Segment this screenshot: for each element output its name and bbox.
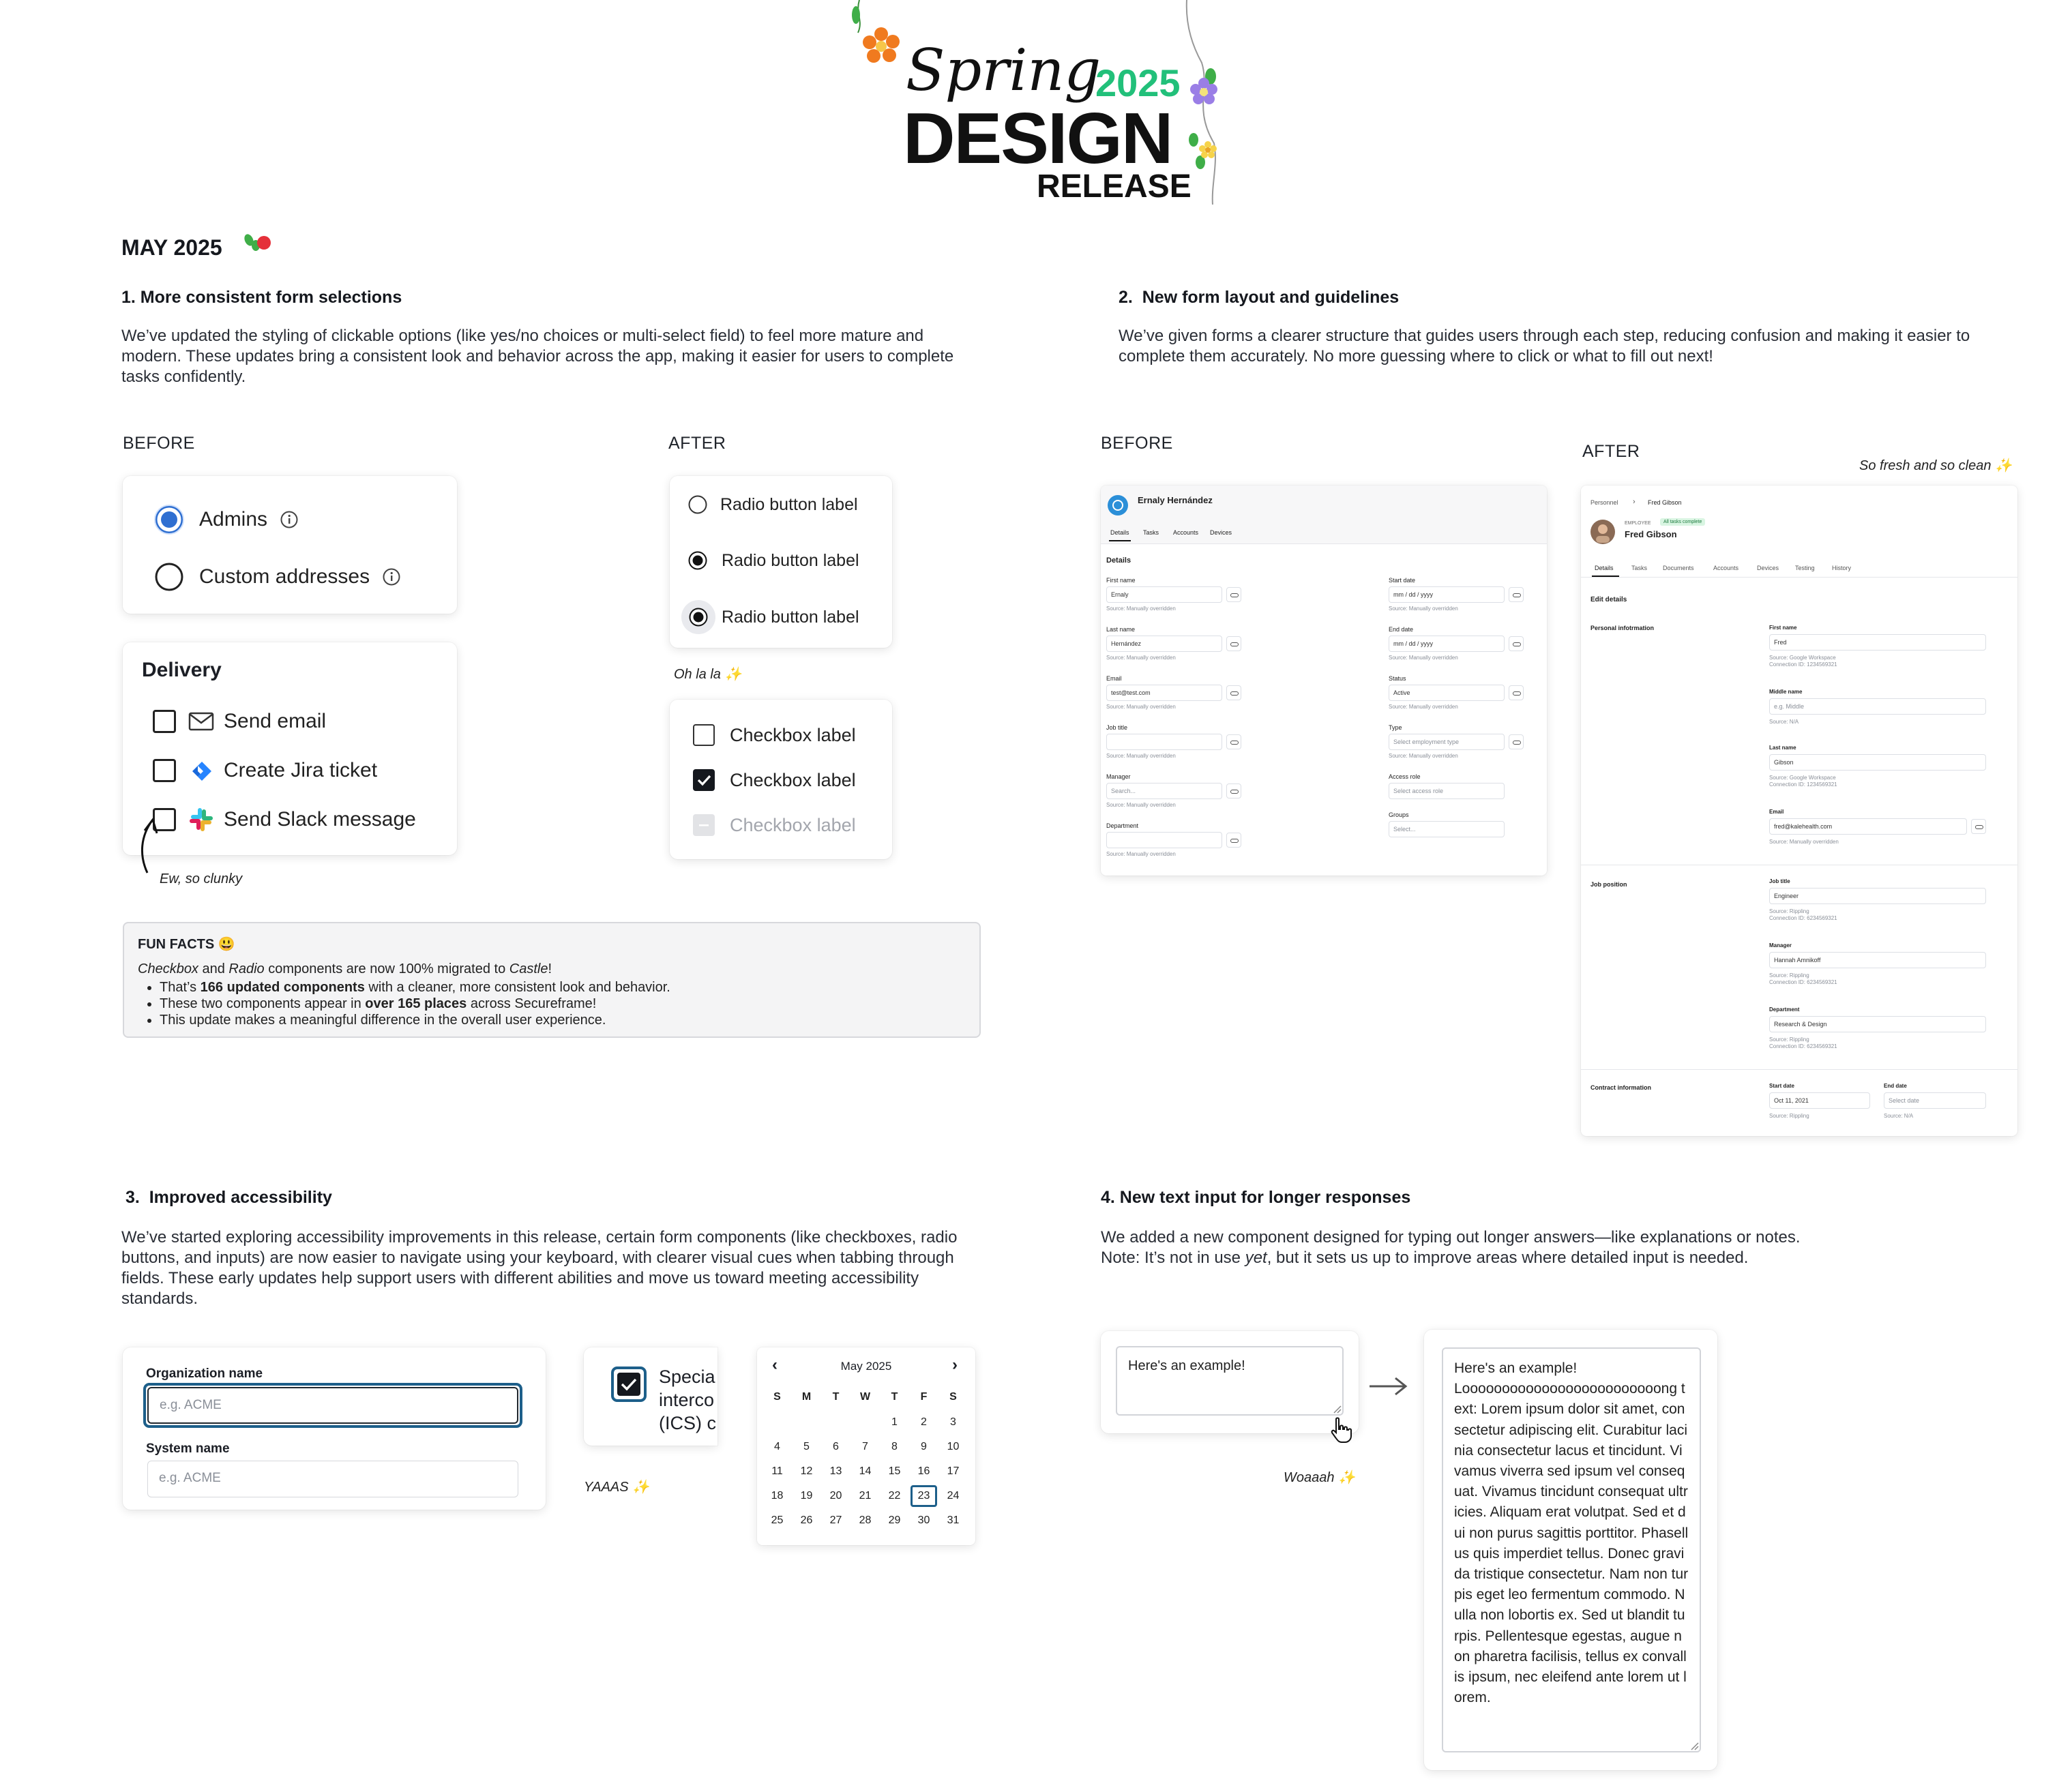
checkbox-disabled-icon (693, 814, 715, 836)
text-inputs-card (123, 1347, 546, 1510)
calendar-day[interactable]: 30 (917, 1514, 930, 1526)
old-form-tab[interactable]: Tasks (1143, 529, 1159, 536)
section-1-body: We’ve updated the styling of clickable options (like yes/no choices or multi-select field) to feel more mature and modern. These updates bring a consistent look and behavior across the app, making it easier for users to complete tasks confidently. (121, 327, 954, 386)
status-badge: All tasks complete (1660, 518, 1705, 526)
field-label: Middle name (1769, 689, 1803, 695)
purple-flower-icon (1188, 76, 1219, 108)
calendar-empty-cell (763, 1410, 792, 1435)
calendar-day[interactable]: 24 (947, 1490, 960, 1502)
last-name-input[interactable]: Hernández (1106, 636, 1222, 652)
checkbox-unchecked-icon (693, 724, 715, 746)
field-connection: Connection ID: 6234569321 (1769, 915, 1837, 921)
month-heading: MAY 2025 (121, 235, 222, 260)
berries-icon (242, 232, 275, 255)
field-label: Email (1769, 809, 1784, 815)
calendar-day[interactable]: 7 (862, 1441, 868, 1452)
new-radio-card (670, 476, 892, 648)
new-radio-option[interactable] (687, 548, 859, 573)
fun-facts-text: Checkbox (138, 961, 198, 976)
calendar-day[interactable]: 10 (947, 1441, 960, 1452)
fun-facts-list (160, 979, 670, 1028)
field-connection: Connection ID: 1234569321 (1769, 661, 1837, 668)
radio-selected-icon (687, 550, 708, 571)
link-icon[interactable] (1226, 783, 1241, 798)
calendar-day[interactable]: 22 (888, 1490, 901, 1502)
fun-facts-text: and (198, 961, 229, 976)
system-name-input[interactable]: e.g. ACME (147, 1461, 518, 1497)
first-name-input[interactable]: Ernaly (1106, 586, 1222, 603)
fun-facts-title: FUN FACTS 😃 (138, 937, 235, 952)
system-name-label: System name (146, 1442, 230, 1456)
field-source: Source: Manually overridden (1389, 606, 1458, 612)
checkbox-label-line: Specia (659, 1367, 715, 1387)
section-2-body: We’ve given forms a clearer structure that guides users through each step, reducing confusion and making it easier to complete them accurately. No more guessing where to click or what to fill out next! (1119, 327, 1970, 365)
field-source: Source: Manually overridden (1106, 753, 1176, 759)
ohlala-note: Oh la la ✨ (674, 667, 742, 682)
calendar-grid (763, 1384, 968, 1533)
section-2-title: 2. New form layout and guidelines (1119, 288, 1400, 307)
edit-details-title: Edit details (1590, 596, 1627, 603)
tab-bar (1581, 577, 2017, 578)
calendar-day[interactable]: 4 (774, 1441, 780, 1452)
large-textarea-card (1424, 1330, 1717, 1770)
link-icon[interactable] (1509, 685, 1524, 700)
old-checkbox-label: Send Slack message (224, 808, 416, 831)
new-checkbox-label: Checkbox label (730, 814, 856, 835)
logo-year-text: 2025 (1095, 61, 1181, 104)
old-radio-custom[interactable] (154, 562, 401, 592)
type-select[interactable]: Select employment type (1389, 734, 1505, 750)
checkbox-checked-icon (693, 769, 715, 791)
contract-section-label: Contract information (1590, 1084, 1651, 1091)
field-label: Status (1389, 675, 1406, 682)
field-label: Job title (1769, 878, 1790, 884)
status-select[interactable]: Active (1389, 685, 1505, 701)
end-date-input[interactable]: mm / dd / yyyy (1389, 636, 1505, 652)
old-radio-label: Custom addresses (199, 565, 370, 588)
old-checkbox-label: Create Jira ticket (224, 759, 378, 781)
calendar-day[interactable]: 3 (950, 1416, 956, 1428)
tab-accounts[interactable]: Accounts (1713, 565, 1739, 571)
groups-select[interactable]: Select... (1389, 821, 1505, 837)
field-label: Job title (1106, 724, 1128, 731)
new-radio-label: Radio button label (720, 494, 858, 514)
field-source: Source: Rippling (1769, 972, 1809, 979)
section-1-before-label: BEFORE (123, 434, 195, 453)
calendar-week-row (763, 1484, 968, 1508)
active-tab-underline (1109, 540, 1131, 541)
new-checkbox-card (670, 700, 892, 859)
tab-documents[interactable]: Documents (1663, 565, 1694, 571)
woaaah-note: Woaaah ✨ (1284, 1470, 1355, 1485)
field-source: Source: N/A (1884, 1113, 1914, 1119)
delivery-title: Delivery (142, 659, 222, 681)
weekday-label: T (832, 1391, 840, 1403)
field-label: Last name (1769, 745, 1796, 751)
fun-fact-item: • This update makes a meaningful difference in the overall user experience. (160, 1012, 670, 1028)
weekday-label: S (773, 1391, 781, 1403)
calendar-week-row (763, 1435, 968, 1459)
small-textarea-card (1101, 1331, 1359, 1433)
section-divider (1581, 1069, 2017, 1070)
field-source: Source: Manually overridden (1389, 655, 1458, 661)
field-source: Source: Manually overridden (1106, 655, 1176, 661)
fun-facts-intro (138, 961, 552, 977)
resize-handle-icon[interactable] (1333, 1405, 1342, 1414)
resize-handle-icon[interactable] (1690, 1742, 1700, 1751)
orange-flower-icon (859, 25, 903, 68)
field-source: Source: N/A (1769, 719, 1799, 725)
fun-fact-item: • That’s 166 updated components with a cleaner, more consistent look and behavior. (160, 979, 670, 996)
field-label: Email (1106, 675, 1122, 682)
new-form-screenshot (1581, 486, 2017, 1136)
section-2-before-label: BEFORE (1101, 434, 1173, 453)
new-checkbox-option-disabled (693, 811, 856, 839)
checkbox-label-line: interco (659, 1390, 715, 1410)
weekday-label: T (891, 1391, 898, 1403)
department-select[interactable]: Research & Design (1769, 1016, 1986, 1032)
breadcrumb-leaf: Fred Gibson (1648, 499, 1682, 506)
calendar-day[interactable]: 20 (829, 1490, 842, 1502)
arrow-right-icon (1368, 1376, 1409, 1397)
date-picker (757, 1347, 975, 1545)
field-source: Source: Rippling (1769, 908, 1809, 914)
field-connection: Connection ID: 6234569321 (1769, 979, 1837, 985)
body-text-italic: yet (1245, 1249, 1267, 1267)
field-label: Manager (1106, 773, 1131, 780)
calendar-day[interactable]: 2 (921, 1416, 927, 1428)
section-4-body-2 (1101, 1248, 1987, 1268)
weekday-label: F (920, 1391, 928, 1403)
old-checkbox-label: Send email (224, 710, 327, 732)
end-date-input[interactable]: Select date (1884, 1092, 1986, 1109)
link-icon[interactable] (1226, 833, 1241, 848)
field-label: Last name (1106, 626, 1136, 633)
calendar-weekday-row (763, 1384, 968, 1410)
link-icon[interactable] (1226, 734, 1241, 749)
radio-selected-hover-icon (681, 599, 716, 635)
link-icon[interactable] (1509, 636, 1524, 651)
calendar-week-row (763, 1459, 968, 1484)
field-label: Department (1769, 1006, 1800, 1013)
envelope-icon (188, 711, 214, 732)
calendar-day[interactable]: 11 (771, 1465, 783, 1477)
link-icon[interactable] (1226, 685, 1241, 700)
old-form-header (1101, 486, 1547, 544)
calendar-month: May 2025 (840, 1360, 892, 1373)
radio-unselected-icon (687, 494, 708, 515)
body-text: Note: It’s not in use (1101, 1249, 1245, 1267)
manager-select[interactable]: Hannah Amnikoff (1769, 952, 1986, 968)
yaaas-note: YAAAS ✨ (584, 1480, 650, 1495)
field-source: Source: Manually overridden (1769, 839, 1839, 845)
calendar-day[interactable]: 12 (800, 1465, 813, 1477)
access-role-select[interactable]: Select access role (1389, 783, 1505, 799)
tab-devices[interactable]: Devices (1757, 565, 1779, 571)
new-radio-label: Radio button label (722, 607, 859, 627)
fresh-note: So fresh and so clean ✨ (1859, 458, 2012, 473)
old-checkbox-jira[interactable] (153, 757, 377, 784)
calendar-day[interactable]: 15 (888, 1465, 901, 1477)
section-3-body: We’ve started exploring accessibility improvements in this release, certain form components (like checkboxes, radio buttons, and inputs) are now easier to navigate using your keyboard, with clearer visual cues when tabbing through fields. These early updates help support users with different abilities and move us toward meeting accessibility standards. (121, 1228, 958, 1308)
old-checkbox-email[interactable] (153, 708, 326, 735)
field-label: End date (1389, 626, 1414, 633)
logo-design-text: DESIGN (903, 98, 1172, 179)
breadcrumb-root[interactable]: Personnel (1590, 499, 1618, 506)
field-source: Source: Manually overridden (1106, 851, 1176, 857)
slack-icon (188, 807, 214, 833)
calendar-day-selected[interactable]: 23 (909, 1484, 938, 1508)
section-2-after-label: AFTER (1582, 442, 1640, 461)
focused-checkbox-card (584, 1347, 717, 1446)
manager-select[interactable]: Search... (1106, 783, 1222, 799)
calendar-day[interactable]: 18 (771, 1490, 784, 1502)
calendar-empty-cell (821, 1410, 850, 1435)
breadcrumb-separator: › (1633, 498, 1636, 506)
weekday-label: M (801, 1391, 812, 1403)
link-icon[interactable] (1509, 734, 1524, 749)
link-icon[interactable] (1226, 636, 1241, 651)
active-tab-underline (1592, 576, 1619, 577)
tab-history[interactable]: History (1832, 565, 1852, 571)
calendar-day[interactable]: 29 (888, 1514, 901, 1526)
calendar-day[interactable]: 14 (859, 1465, 872, 1477)
calendar-next-button[interactable]: › (952, 1356, 958, 1374)
fun-facts-text: Radio (228, 961, 265, 976)
release-logo (839, 0, 1234, 205)
curved-arrow-icon (135, 816, 162, 877)
email-input[interactable]: fred@kalehealth.com (1769, 818, 1967, 835)
field-label: Department (1106, 822, 1139, 829)
checkbox-unchecked-icon (153, 710, 176, 733)
calendar-day[interactable]: 6 (833, 1441, 839, 1452)
yellow-flower-icon (1198, 140, 1218, 160)
department-input[interactable] (1106, 832, 1222, 848)
calendar-day[interactable]: 25 (771, 1514, 784, 1526)
employee-role: EMPLOYEE (1625, 521, 1651, 526)
large-textarea[interactable]: Here's an example! Looooooooooooooooooooooooong text: Lorem ipsum dolor sit amet, consectetur adipiscing elit. Curabitur lacinia consectetur lacus et tincidunt. Vivamus viverra sed ipsum vel consequat. Vivamus tincidunt consequat ultricies. Aliquam erat volutpat. Sed et dui non purus sagittis porttitor. Phasellus quis imperdiet tellus. Donec gravida tristique consectetur. Nam non turpis eget leo fermentum commodo. Nulla non lobortis ex. Sed ut blandit turpis. Pellentesque egestas, augue non pharetra facilisis, tellus ex convallis ipsum, nec eleifend ante lorem ut lorem. (1442, 1347, 1701, 1752)
tab-testing[interactable]: Testing (1795, 565, 1815, 571)
field-label: First name (1769, 625, 1797, 631)
email-input[interactable]: test@test.com (1106, 685, 1222, 701)
field-label: Start date (1389, 577, 1416, 584)
tab-tasks[interactable]: Tasks (1631, 565, 1648, 571)
calendar-day[interactable]: 21 (859, 1490, 872, 1502)
old-checkbox-slack[interactable] (153, 806, 416, 833)
field-source: Source: Rippling (1769, 1036, 1809, 1043)
radio-selected-icon (154, 505, 184, 535)
weekday-label: W (859, 1391, 871, 1403)
calendar-day[interactable]: 8 (891, 1441, 898, 1452)
field-source: Source: Manually overridden (1106, 802, 1176, 808)
pointer-cursor-icon (1330, 1417, 1353, 1444)
calendar-day[interactable]: 13 (829, 1465, 842, 1477)
field-source: Source: Manually overridden (1389, 753, 1458, 759)
job-section-label: Job position (1590, 881, 1627, 888)
fun-facts-box (123, 922, 981, 1038)
new-checkbox-option[interactable] (693, 721, 856, 749)
calendar-day[interactable]: 5 (803, 1441, 810, 1452)
field-source: Source: Rippling (1769, 1113, 1809, 1119)
section-4-title: 4. New text input for longer responses (1101, 1188, 1411, 1207)
jira-icon (188, 759, 214, 782)
fun-fact-item: • These two components appear in over 165 places across Secureframe! (160, 996, 670, 1012)
new-checkbox-label: Checkbox label (730, 769, 856, 790)
section-1-title: 1. More consistent form selections (121, 288, 402, 307)
calendar-day[interactable]: 31 (947, 1514, 960, 1526)
old-radio-admins[interactable] (154, 505, 299, 535)
field-label: Type (1389, 724, 1402, 731)
calendar-day[interactable]: 27 (829, 1514, 842, 1526)
field-connection: Connection ID: 6234569321 (1769, 1043, 1837, 1049)
org-name-label: Organization name (146, 1367, 263, 1381)
small-textarea[interactable]: Here's an example! (1116, 1346, 1344, 1416)
field-label: End date (1884, 1083, 1907, 1089)
calendar-day[interactable]: 26 (800, 1514, 813, 1526)
logo-release-text: RELEASE (1037, 168, 1192, 205)
section-1-after-label: AFTER (668, 434, 726, 453)
start-date-input[interactable]: mm / dd / yyyy (1389, 586, 1505, 603)
new-radio-option[interactable] (687, 492, 858, 517)
calendar-day[interactable]: 1 (891, 1416, 898, 1428)
job-title-input[interactable] (1106, 734, 1222, 750)
old-form-section: Details (1106, 556, 1131, 565)
calendar-day[interactable]: 9 (921, 1441, 927, 1452)
field-label: Start date (1769, 1083, 1794, 1089)
radio-unselected-icon (154, 562, 184, 592)
field-source: Source: Manually overridden (1389, 704, 1458, 710)
field-label: Manager (1769, 942, 1792, 949)
calendar-empty-cell (850, 1410, 880, 1435)
org-avatar-icon (1108, 495, 1128, 516)
clunky-note: Ew, so clunky (160, 871, 243, 886)
old-radio-card (123, 476, 457, 614)
old-radio-label: Admins (199, 508, 268, 531)
section-3-title: 3. Improved accessibility (125, 1188, 332, 1207)
field-source: Source: Google Workspace (1769, 655, 1836, 661)
avatar (1590, 520, 1615, 544)
link-icon[interactable] (1226, 587, 1241, 602)
calendar-week-row (763, 1410, 968, 1435)
field-source: Source: Google Workspace (1769, 775, 1836, 781)
body-text: , but it sets us up to improve areas where detailed input is needed. (1267, 1249, 1749, 1267)
calendar-empty-cell (792, 1410, 821, 1435)
fun-facts-text: Castle (509, 961, 548, 976)
last-name-input[interactable]: Gibson (1769, 754, 1986, 771)
new-radio-label: Radio button label (722, 550, 859, 570)
old-form-tab[interactable]: Devices (1210, 529, 1232, 536)
checkbox-label-line: (ICS) c (659, 1413, 716, 1433)
start-date-input[interactable]: Oct 11, 2021 (1769, 1092, 1870, 1109)
old-form-name: Ernaly Hernández (1138, 495, 1213, 505)
personal-section-label: Personal infotrmation (1590, 625, 1655, 631)
info-icon (280, 510, 299, 529)
job-title-input[interactable]: Engineer (1769, 888, 1986, 904)
calendar-week-row (763, 1508, 968, 1533)
link-icon[interactable] (1509, 587, 1524, 602)
employee-name: Fred Gibson (1625, 529, 1677, 539)
delivery-card (123, 642, 457, 855)
field-connection: Connection ID: 1234569321 (1769, 781, 1837, 788)
fun-facts-text: components are now 100% migrated to (264, 961, 509, 976)
old-form-tab[interactable]: Details (1110, 529, 1129, 536)
field-source: Source: Manually overridden (1106, 606, 1176, 612)
fun-facts-text: ! (548, 961, 552, 976)
checkbox-focused-checked-icon[interactable] (611, 1367, 647, 1402)
calendar-day[interactable]: 28 (859, 1514, 872, 1526)
calendar-day[interactable]: 16 (917, 1465, 930, 1477)
old-form-screenshot (1101, 486, 1547, 876)
new-checkbox-option[interactable] (693, 766, 856, 794)
tab-details[interactable]: Details (1595, 565, 1614, 571)
calendar-day[interactable]: 19 (800, 1490, 813, 1502)
calendar-day[interactable]: 17 (947, 1465, 960, 1477)
field-label: Access role (1389, 773, 1421, 780)
section-4-body-1: We added a new component designed for typing out longer answers—like explanations or notes. (1101, 1228, 1801, 1246)
field-source: Source: Manually overridden (1106, 704, 1176, 710)
first-name-input[interactable]: Fred (1769, 634, 1986, 651)
new-radio-option-hover[interactable] (681, 599, 859, 636)
field-label: First name (1106, 577, 1136, 584)
old-form-tab[interactable]: Accounts (1173, 529, 1199, 536)
middle-name-input[interactable]: e.g. Middle (1769, 698, 1986, 715)
calendar-prev-button[interactable]: ‹ (772, 1356, 778, 1374)
weekday-label: S (949, 1391, 957, 1403)
org-name-input[interactable]: e.g. ACME (147, 1387, 518, 1424)
logo-spring-text: Spring (906, 37, 1101, 104)
checkbox-unchecked-icon (153, 759, 176, 782)
info-icon (382, 567, 401, 586)
link-icon[interactable] (1971, 819, 1986, 834)
new-checkbox-label: Checkbox label (730, 724, 856, 745)
field-label: Groups (1389, 811, 1409, 818)
